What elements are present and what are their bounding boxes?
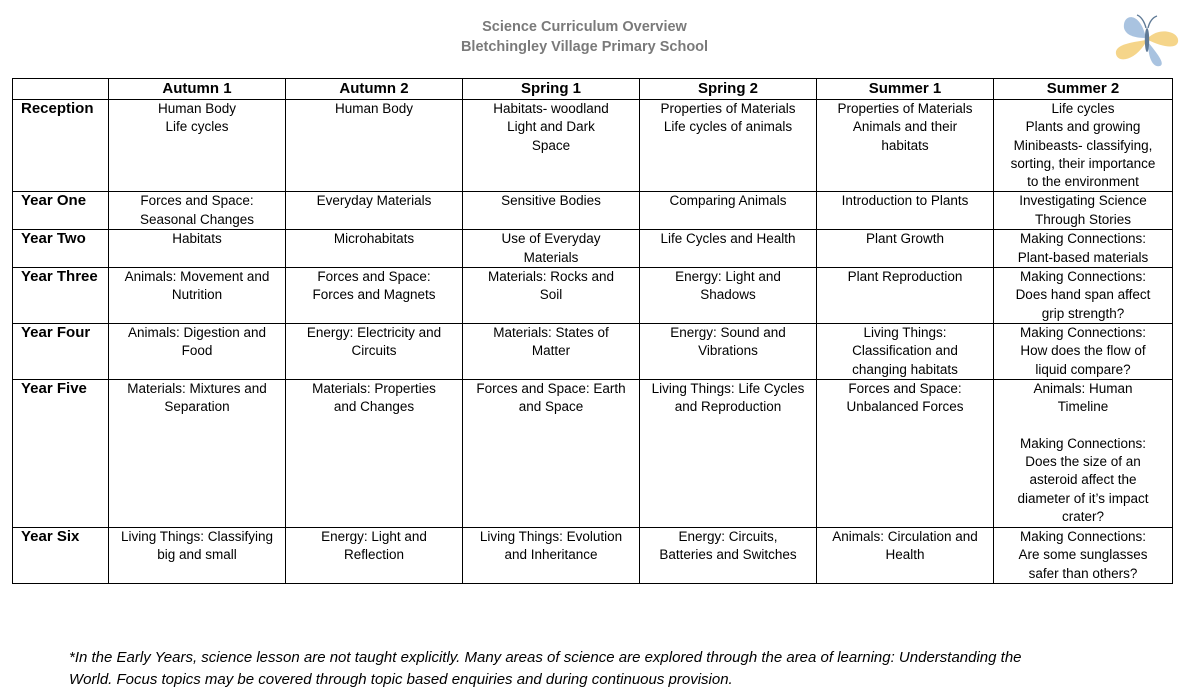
topic-line: Plant Reproduction (847, 269, 963, 285)
topic-line: Everyday Materials (316, 193, 432, 209)
topic-line: Energy: Circuits, (678, 528, 778, 544)
topic-cell (463, 100, 640, 192)
topic-line: Materials: States of (493, 325, 609, 341)
topic-cell (640, 379, 817, 527)
table-row (13, 100, 1173, 192)
topic-line: Living Things: Life Cycles (651, 380, 805, 396)
topic-cell (286, 527, 463, 583)
topic-cell (994, 230, 1173, 268)
table-row (13, 324, 1173, 380)
topic-line: Food (181, 343, 213, 359)
year-label: Reception (13, 100, 109, 192)
topic-line: Space (531, 137, 571, 153)
year-label: Year One (13, 192, 109, 230)
topic-line: Habitats- woodland (493, 101, 609, 116)
curriculum-table (12, 78, 1173, 584)
topic-line: Animals: Movement and (124, 269, 270, 285)
topic-line: Energy: Light and (321, 528, 427, 544)
topic-line: Classification and (852, 343, 958, 359)
topic-line: safer than others? (1028, 565, 1138, 581)
topic-line: Plants and growing (1025, 119, 1141, 135)
topic-cell (817, 379, 994, 527)
column-header: Spring 2 (640, 79, 817, 100)
topic-line: Animals: Circulation and (832, 528, 978, 544)
topic-line: Making Connections: (1019, 269, 1147, 285)
butterfly-logo-icon (1110, 6, 1186, 68)
table-row (13, 192, 1173, 230)
column-header: Autumn 2 (286, 79, 463, 100)
topic-line: Making Connections: (1019, 231, 1147, 247)
topic-cell (109, 100, 286, 192)
topic-cell (286, 268, 463, 324)
column-header: Autumn 1 (109, 79, 286, 100)
topic-line: Animals: Human (1033, 380, 1133, 396)
topic-line: to the environment (1027, 174, 1139, 190)
topic-line: crater? (1061, 509, 1105, 525)
topic-line: Timeline (1057, 399, 1109, 415)
topic-line: Reflection (343, 547, 405, 563)
topic-line: Matter (531, 343, 571, 359)
topic-line: Living Things: (863, 325, 947, 341)
topic-line: Light and Dark (507, 119, 595, 135)
topic-cell (109, 268, 286, 324)
topic-cell (286, 379, 463, 527)
topic-cell (109, 527, 286, 583)
topic-line: Forces and Space: (317, 269, 431, 285)
topic-line: and Reproduction (674, 399, 782, 415)
footnote-line: World. Focus topics may be covered through topic based enquiries and during continuous provision. (69, 671, 733, 688)
topic-line: Comparing Animals (669, 193, 787, 209)
topic-cell (286, 100, 463, 192)
topic-line: Forces and Space: Earth (476, 380, 626, 396)
topic-line: Sensitive Bodies (501, 193, 601, 209)
topic-line: Making Connections: (1019, 435, 1147, 451)
topic-line: Making Connections: (1019, 528, 1147, 544)
topic-cell (640, 230, 817, 268)
topic-line: habitats (881, 137, 929, 153)
topic-line: Through Stories (1034, 211, 1132, 227)
topic-cell (817, 324, 994, 380)
topic-cell (463, 192, 640, 230)
column-header: Summer 1 (817, 79, 994, 100)
topic-line: Circuits (351, 343, 397, 359)
topic-cell (640, 527, 817, 583)
topic-cell (463, 527, 640, 583)
footnote-line: *In the Early Years, science lesson are not taught explicitly. Many areas of science are explored through the area of learning: Understanding the (69, 649, 1022, 666)
topic-line: Properties of Materials (837, 101, 973, 116)
topic-cell (994, 268, 1173, 324)
topic-line: Forces and Magnets (312, 287, 436, 303)
year-label: Year Two (13, 230, 109, 268)
topic-line: Minibeasts- classifying, (1013, 137, 1153, 153)
topic-line: sorting, their importance (1010, 155, 1156, 171)
topic-line: grip strength? (1041, 305, 1125, 321)
column-header: Summer 2 (994, 79, 1173, 100)
topic-line: Separation (164, 399, 230, 415)
topic-cell (817, 192, 994, 230)
school-name: Bletchingley Village Primary School (460, 39, 709, 55)
topic-line: Human Body (334, 101, 414, 116)
topic-line: Animals: Digestion and (127, 325, 267, 341)
topic-line: Use of Everyday (501, 231, 601, 247)
column-header: Spring 1 (463, 79, 640, 100)
topic-cell (817, 100, 994, 192)
topic-line: Materials: Mixtures and (127, 380, 267, 396)
butterfly-icon (1116, 15, 1178, 66)
topic-cell (286, 230, 463, 268)
topic-line: Vibrations (698, 343, 758, 359)
topic-cell (817, 230, 994, 268)
topic-line: Forces and Space: (140, 193, 254, 209)
corner-cell (13, 79, 109, 100)
table-row (13, 379, 1173, 527)
topic-cell (109, 324, 286, 380)
topic-line: Does the size of an (1025, 454, 1141, 470)
topic-cell (640, 268, 817, 324)
topic-line: Energy: Sound and (670, 325, 786, 341)
topic-cell (109, 379, 286, 527)
topic-cell (463, 324, 640, 380)
topic-line: Health (885, 547, 925, 563)
topic-line: Life cycles of animals (663, 119, 793, 135)
topic-cell (463, 268, 640, 324)
topic-line: Animals and their (852, 119, 958, 135)
topic-line: Plant Growth (865, 231, 945, 247)
topic-line: Seasonal Changes (139, 211, 255, 227)
topic-cell (109, 230, 286, 268)
topic-line: Life Cycles and Health (660, 231, 796, 247)
topic-line: Nutrition (171, 287, 223, 303)
topic-line: Life cycles (165, 119, 229, 135)
topic-line: Does hand span affect (1015, 287, 1151, 303)
topic-line: and Inheritance (504, 547, 598, 563)
table-header-row (13, 79, 1173, 100)
topic-line: big and small (157, 547, 237, 563)
topic-cell (994, 100, 1173, 192)
topic-line: Habitats (172, 231, 222, 247)
topic-cell (994, 527, 1173, 583)
topic-cell (463, 379, 640, 527)
topic-cell (640, 192, 817, 230)
topic-line (998, 417, 1168, 435)
topic-line: and Space (518, 399, 584, 415)
topic-cell (463, 230, 640, 268)
topic-line: Living Things: Classifying (120, 528, 274, 544)
topic-cell (286, 324, 463, 380)
topic-line: Plant-based materials (1017, 249, 1149, 265)
page-header (0, 17, 1169, 57)
topic-line: Forces and Space: (848, 380, 962, 396)
year-label: Year Six (13, 527, 109, 583)
topic-cell (286, 192, 463, 230)
topic-line: Materials (523, 249, 579, 265)
topic-line: Energy: Light and (675, 269, 781, 285)
topic-line: liquid compare? (1035, 361, 1131, 377)
topic-line: Materials: Properties (312, 380, 436, 396)
topic-line: changing habitats (852, 361, 958, 377)
topic-line: How does the flow of (1020, 343, 1146, 359)
topic-cell (994, 324, 1173, 380)
topic-line: Human Body (157, 101, 237, 116)
topic-line: Microhabitats (333, 231, 415, 247)
page-title: Science Curriculum Overview (482, 19, 687, 35)
topic-line: Unbalanced Forces (846, 399, 964, 415)
topic-line: Life cycles (1051, 101, 1115, 116)
topic-line: Introduction to Plants (841, 193, 969, 209)
topic-line: Energy: Electricity and (306, 325, 442, 341)
footnote (69, 647, 1129, 691)
topic-cell (817, 268, 994, 324)
topic-cell (640, 100, 817, 192)
topic-cell (109, 192, 286, 230)
table-row (13, 527, 1173, 583)
topic-line: Investigating Science (1019, 193, 1147, 209)
topic-cell (994, 192, 1173, 230)
topic-cell (994, 379, 1173, 527)
topic-line: Soil (539, 287, 563, 303)
topic-line: Properties of Materials (660, 101, 796, 116)
topic-cell (640, 324, 817, 380)
topic-line: Making Connections: (1019, 325, 1147, 341)
year-label: Year Four (13, 324, 109, 380)
topic-line: Shadows (700, 287, 756, 303)
year-label: Year Five (13, 379, 109, 527)
table-row (13, 230, 1173, 268)
topic-line: diameter of it’s impact (1017, 490, 1149, 506)
year-label: Year Three (13, 268, 109, 324)
topic-line: asteroid affect the (1029, 472, 1137, 488)
topic-line: Materials: Rocks and (487, 269, 615, 285)
topic-line: and Changes (333, 399, 415, 415)
topic-cell (817, 527, 994, 583)
table-row (13, 268, 1173, 324)
topic-line: Are some sunglasses (1018, 547, 1148, 563)
topic-line: Batteries and Switches (659, 547, 797, 563)
topic-line: Living Things: Evolution (479, 528, 623, 544)
